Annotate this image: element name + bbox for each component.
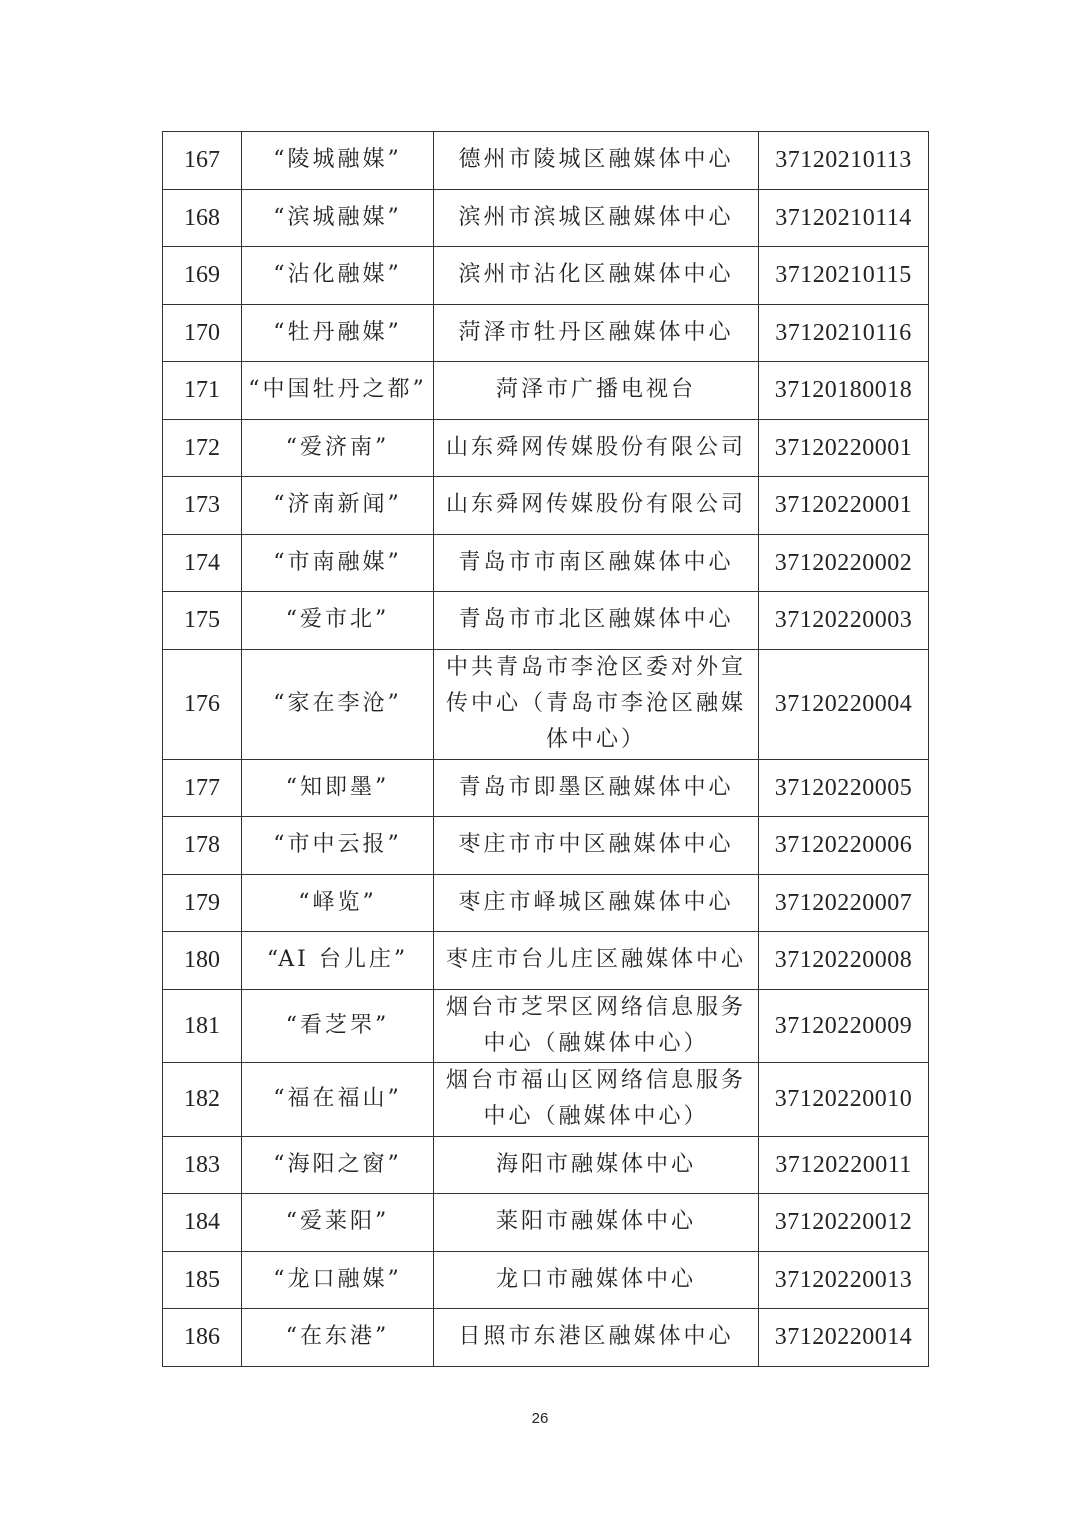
organization-name: 滨州市滨城区融媒体中心: [434, 189, 759, 247]
account-name: “峄览”: [242, 874, 434, 932]
row-number: 168: [163, 189, 242, 247]
table-row: [163, 362, 929, 420]
row-number: 178: [163, 817, 242, 875]
row-number: 174: [163, 534, 242, 592]
account-name: “知即墨”: [242, 759, 434, 817]
organization-name: 枣庄市峄城区融媒体中心: [434, 874, 759, 932]
organization-name: 青岛市市北区融媒体中心: [434, 592, 759, 650]
account-name: “爱济南”: [242, 419, 434, 477]
table-row: [163, 1063, 929, 1137]
table-row: [163, 189, 929, 247]
organization-name: 日照市东港区融媒体中心: [434, 1309, 759, 1367]
table-row: [163, 932, 929, 990]
table-row: [163, 759, 929, 817]
license-code: 37120220003: [759, 592, 929, 650]
organization-name: 海阳市融媒体中心: [434, 1136, 759, 1194]
organization-name: 青岛市即墨区融媒体中心: [434, 759, 759, 817]
account-name: “中国牡丹之都”: [242, 362, 434, 420]
row-number: 177: [163, 759, 242, 817]
account-name: “滨城融媒”: [242, 189, 434, 247]
table-row: [163, 304, 929, 362]
row-number: 175: [163, 592, 242, 650]
table-body: [163, 132, 929, 1367]
account-name: “在东港”: [242, 1309, 434, 1367]
row-number: 167: [163, 132, 242, 190]
row-number: 171: [163, 362, 242, 420]
row-number: 180: [163, 932, 242, 990]
license-code: 37120210113: [759, 132, 929, 190]
table-row: [163, 874, 929, 932]
account-name: “爱莱阳”: [242, 1194, 434, 1252]
license-code: 37120220013: [759, 1251, 929, 1309]
row-number: 169: [163, 247, 242, 305]
row-number: 184: [163, 1194, 242, 1252]
table-row: [163, 592, 929, 650]
row-number: 176: [163, 649, 242, 759]
table-row: [163, 817, 929, 875]
account-name: “市南融媒”: [242, 534, 434, 592]
account-name: “市中云报”: [242, 817, 434, 875]
row-number: 172: [163, 419, 242, 477]
row-number: 179: [163, 874, 242, 932]
table-row: [163, 419, 929, 477]
license-code: 37120220001: [759, 419, 929, 477]
row-number: 186: [163, 1309, 242, 1367]
license-code: 37120220011: [759, 1136, 929, 1194]
license-code: 37120210115: [759, 247, 929, 305]
row-number: 173: [163, 477, 242, 535]
organization-name: 枣庄市台儿庄区融媒体中心: [434, 932, 759, 990]
table-row: [163, 1251, 929, 1309]
account-name: “龙口融媒”: [242, 1251, 434, 1309]
account-name: “福在福山”: [242, 1063, 434, 1137]
organization-name: 菏泽市广播电视台: [434, 362, 759, 420]
row-number: 170: [163, 304, 242, 362]
license-code: 37120220010: [759, 1063, 929, 1137]
organization-name: 山东舜网传媒股份有限公司: [434, 477, 759, 535]
license-code: 37120220009: [759, 989, 929, 1063]
table-row: [163, 989, 929, 1063]
organization-name: 烟台市福山区网络信息服务中心（融媒体中心）: [434, 1063, 759, 1137]
account-name: “牡丹融媒”: [242, 304, 434, 362]
account-name: “看芝罘”: [242, 989, 434, 1063]
row-number: 181: [163, 989, 242, 1063]
table-row: [163, 477, 929, 535]
organization-name: 莱阳市融媒体中心: [434, 1194, 759, 1252]
account-name: “爱市北”: [242, 592, 434, 650]
table-row: [163, 649, 929, 759]
organization-name: 烟台市芝罘区网络信息服务中心（融媒体中心）: [434, 989, 759, 1063]
registry-table: [162, 131, 929, 1367]
table-row: [163, 534, 929, 592]
account-name: “AI 台儿庄”: [242, 932, 434, 990]
license-code: 37120220012: [759, 1194, 929, 1252]
license-code: 37120210116: [759, 304, 929, 362]
table-row: [163, 247, 929, 305]
table-row: [163, 1136, 929, 1194]
row-number: 183: [163, 1136, 242, 1194]
organization-name: 龙口市融媒体中心: [434, 1251, 759, 1309]
license-code: 37120220001: [759, 477, 929, 535]
table-row: [163, 132, 929, 190]
license-code: 37120220014: [759, 1309, 929, 1367]
organization-name: 菏泽市牡丹区融媒体中心: [434, 304, 759, 362]
row-number: 182: [163, 1063, 242, 1137]
account-name: “沾化融媒”: [242, 247, 434, 305]
organization-name: 中共青岛市李沧区委对外宣传中心（青岛市李沧区融媒体中心）: [434, 649, 759, 759]
license-code: 37120180018: [759, 362, 929, 420]
license-code: 37120210114: [759, 189, 929, 247]
account-name: “家在李沧”: [242, 649, 434, 759]
account-name: “济南新闻”: [242, 477, 434, 535]
license-code: 37120220007: [759, 874, 929, 932]
page-number: 26: [531, 1410, 549, 1427]
organization-name: 枣庄市市中区融媒体中心: [434, 817, 759, 875]
row-number: 185: [163, 1251, 242, 1309]
organization-name: 山东舜网传媒股份有限公司: [434, 419, 759, 477]
organization-name: 青岛市市南区融媒体中心: [434, 534, 759, 592]
account-name: “陵城融媒”: [242, 132, 434, 190]
license-code: 37120220008: [759, 932, 929, 990]
organization-name: 滨州市沾化区融媒体中心: [434, 247, 759, 305]
table-row: [163, 1194, 929, 1252]
license-code: 37120220004: [759, 649, 929, 759]
license-code: 37120220002: [759, 534, 929, 592]
account-name: “海阳之窗”: [242, 1136, 434, 1194]
license-code: 37120220005: [759, 759, 929, 817]
organization-name: 德州市陵城区融媒体中心: [434, 132, 759, 190]
license-code: 37120220006: [759, 817, 929, 875]
table-row: [163, 1309, 929, 1367]
